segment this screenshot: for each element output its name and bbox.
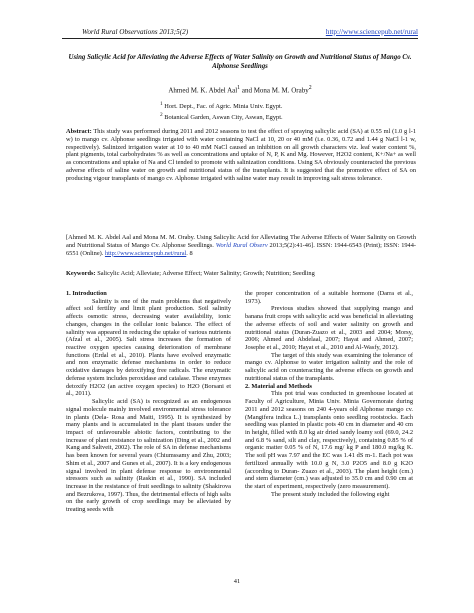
intro-paragraph-4: The target of this study was examining the tolerance of mango cv. Alphonse to water irrigation salinity and the role of salicylic acid on counteracting the adverse effects on growth and nutritional status of the transplants.	[245, 351, 413, 382]
author-2: Mona M. M. Oraby	[253, 86, 309, 95]
intro-paragraph-2: Salicylic acid (SA) is recognized as an endogenous signal molecule mainly involved environmental stress tolerance in plants (Dela- Rosa and Maiti, 1995). It is synthesized by many plants and is accumulated in the plant tissues under the impact of unfavourable abiotic factors, contributing to the increase of plant resistance to salinization (Ding et al., 2002 and Kang and Saltveit, 2002). The role of SA in defense mechanisms has been known for several years (Chiumssamy and Zhu, 2003; Shim et al., 2007 and Gunes et al., 2007). It is a key endogenous signal involved in plant defense response to environmental stressors such as salinity (Raskin et al., 1990). SA included increase in the resistance of fruit seedlings to salinity (Shakirova and Bezrukova, 1997). Thus, the detrimental effects of high salts on the early growth of crop seedlings may be alleviated by treating seeds with	[66, 398, 231, 514]
paper-title: Using Salicylic Acid for Alleviating the Adverse Effects of Water Salinity on Growth and Nutritional Status of Mango Cv. Alphonse Seedlings	[68, 54, 412, 70]
keywords-text: Salicylic Acid; Alleviate; Adverse Effect; Water Salinity; Growth; Nutrition; Seedling	[95, 270, 315, 277]
keywords-label: Keywords:	[66, 270, 96, 277]
section-heading-methods: 2. Material and Methods	[245, 382, 312, 390]
intro-paragraph-continued: the proper concentration of a suitable hormone (Darra et al., 1973).	[245, 290, 413, 305]
author-2-affil: 2	[308, 85, 312, 91]
author-1-affil: 1	[237, 85, 241, 91]
citation-rest: 2013;5(2):41-46]. ISSN: 1944-6543 (Print); ISSN: 1944-6551 (Online).	[66, 241, 416, 257]
journal-url-link[interactable]: http://www.sciencepub.net/rural	[325, 28, 418, 36]
keywords	[66, 270, 416, 278]
citation-block	[66, 234, 416, 257]
right-column	[245, 290, 413, 498]
abstract	[66, 128, 416, 182]
citation-journal: World Rural Observ	[215, 241, 268, 249]
affiliation-1: $^1$ Hort. Dept., Fac. of Agric. Minia Univ. Egypt.	[160, 101, 283, 111]
page-number: 41	[233, 578, 241, 585]
methods-paragraph-1: This pot trial was conducted in greenhouse located at Faculty of Agriculture, Minia Univ. Minia Governorate during 2011 and 2012 seasons on 240 4-years old Alphonse mango cv. (Mangifera indica L.) transplants onto seedling rootstocks. Each seedling was planted in plastic pots 40 cm in diameter and 40 cm in height, filled with 8.0 kg air dried sandy loamy soil (69.0, 24.2 and 6.8 % sand, silt and clay, respectively), containing 0.85 % of organic matter 0.05 % of N, 17.6 mg/ kg P and 180.0 mg/kg K. The soil pH was 7.97 and the EC was 1.41 dS m-1. Each pot was fertilized annually with 10.0 g N, 3.0 P2O5 and 8.0 g K2O (according to Duran- Zuazo et al., 2003). The plant height (cm.) and stem diameter (cm.) was adjusted to 35.0 cm and 0.90 cm at the start of experiment, respectively (zero measurement).	[245, 390, 413, 490]
methods-paragraph-2: The present study included the following eight	[271, 490, 390, 498]
left-column	[66, 290, 231, 514]
abstract-label: Abstract:	[66, 128, 92, 135]
section-heading-introduction: 1. Introduction	[66, 290, 107, 297]
intro-paragraph-3: Previous studies showed that supplying mango and banana fruit crops with salicylic acid was beneficial in alleviating the adverse effects of soil and water salinity on growth and nutritional status (Duran-Zuazo et al., 2003 and 2004; Morsy, 2006; Ahmed and Abdelaal, 2007; Hayat and Ahmed, 2007; Josephe et al., 2010; Hayat et al., 2010 and Al-Wasfy, 2012).	[245, 305, 413, 352]
intro-paragraph-1: Salinity is one of the main problems that negatively affect soil fertility and limit plant production. Soil salinity affects osmotic stress, decreasing water availability, ionic changes, changes in the cellular ionic balance. The effect of salinity was appeared in reducing the uptake of various nutrients (Afzal et al., 2005). Salt stress increases the formation of reactive oxygen species causing deterioration of membrane functions (Erdal et al., 2010). Plants have evolved enzymatic and non enzymatic defense mechanisms in order to reduce oxidative damages by detoxifying free radicals. The enzymatic defense system includes peroxidase and catalase. These enzymes detoxify H2O2 (an active oxygen species) to H2O (Borsani et al., 2011).	[66, 297, 231, 398]
citation-end: . 8	[186, 249, 193, 257]
journal-citation: World Rural Observations 2013;5(2)	[82, 28, 189, 36]
affiliations	[160, 100, 283, 122]
affiliation-2: $^2$ Botanical Garden, Aswan City, Aswan, Egypt.	[160, 112, 283, 122]
citation-text: [Ahmed M. K. Abdel Aal and Mona M. M. Oraby. Using Salicylic Acid for Alleviating The Adverse Effects of Water Salinity on Growth and Nutritional Status of Mango Cv. Alphonse Seedlings.	[66, 234, 416, 249]
author-1: Ahmed M. K. Abdel Aal	[168, 86, 238, 95]
citation-url-link[interactable]: http://www.sciencepub.net/rural	[104, 249, 187, 257]
author-and: and	[240, 86, 254, 95]
running-header	[62, 28, 418, 39]
author-line	[66, 84, 414, 95]
abstract-text: This study was performed during 2011 and 2012 seasons to test the effect of spraying salicylic acid (SA) at 0.55 ml (1.0 g l-1 w) to mango cv. Alphonse seedlings irrigated with water containing NaCl at 10, 20 or 40 mM (i.e. 0.36, 0.72 and 1.44 g NaCl l-1 w, respectively). Salinized irrigation water at 10 to 40 mM NaCl caused an inhibition on all growth characters viz. leaf water content %, plant pigments, total carbohydrates % as well as concentrations and uptake of N, P, K and Mg. However, H2O2 content, K+/Na+ as well as concentrations and uptake of Na and Cl tended to promote with salinization conditions. Using SA obviously counteracted the previous adverse effects of saline water on growth and nutritional status of the transplants. It is suggested that the promotive effect of SA on producing vigour transplants of mango cv. Alphonse irrigated with saline water may result in improving salt stress tolerance.	[66, 128, 416, 182]
